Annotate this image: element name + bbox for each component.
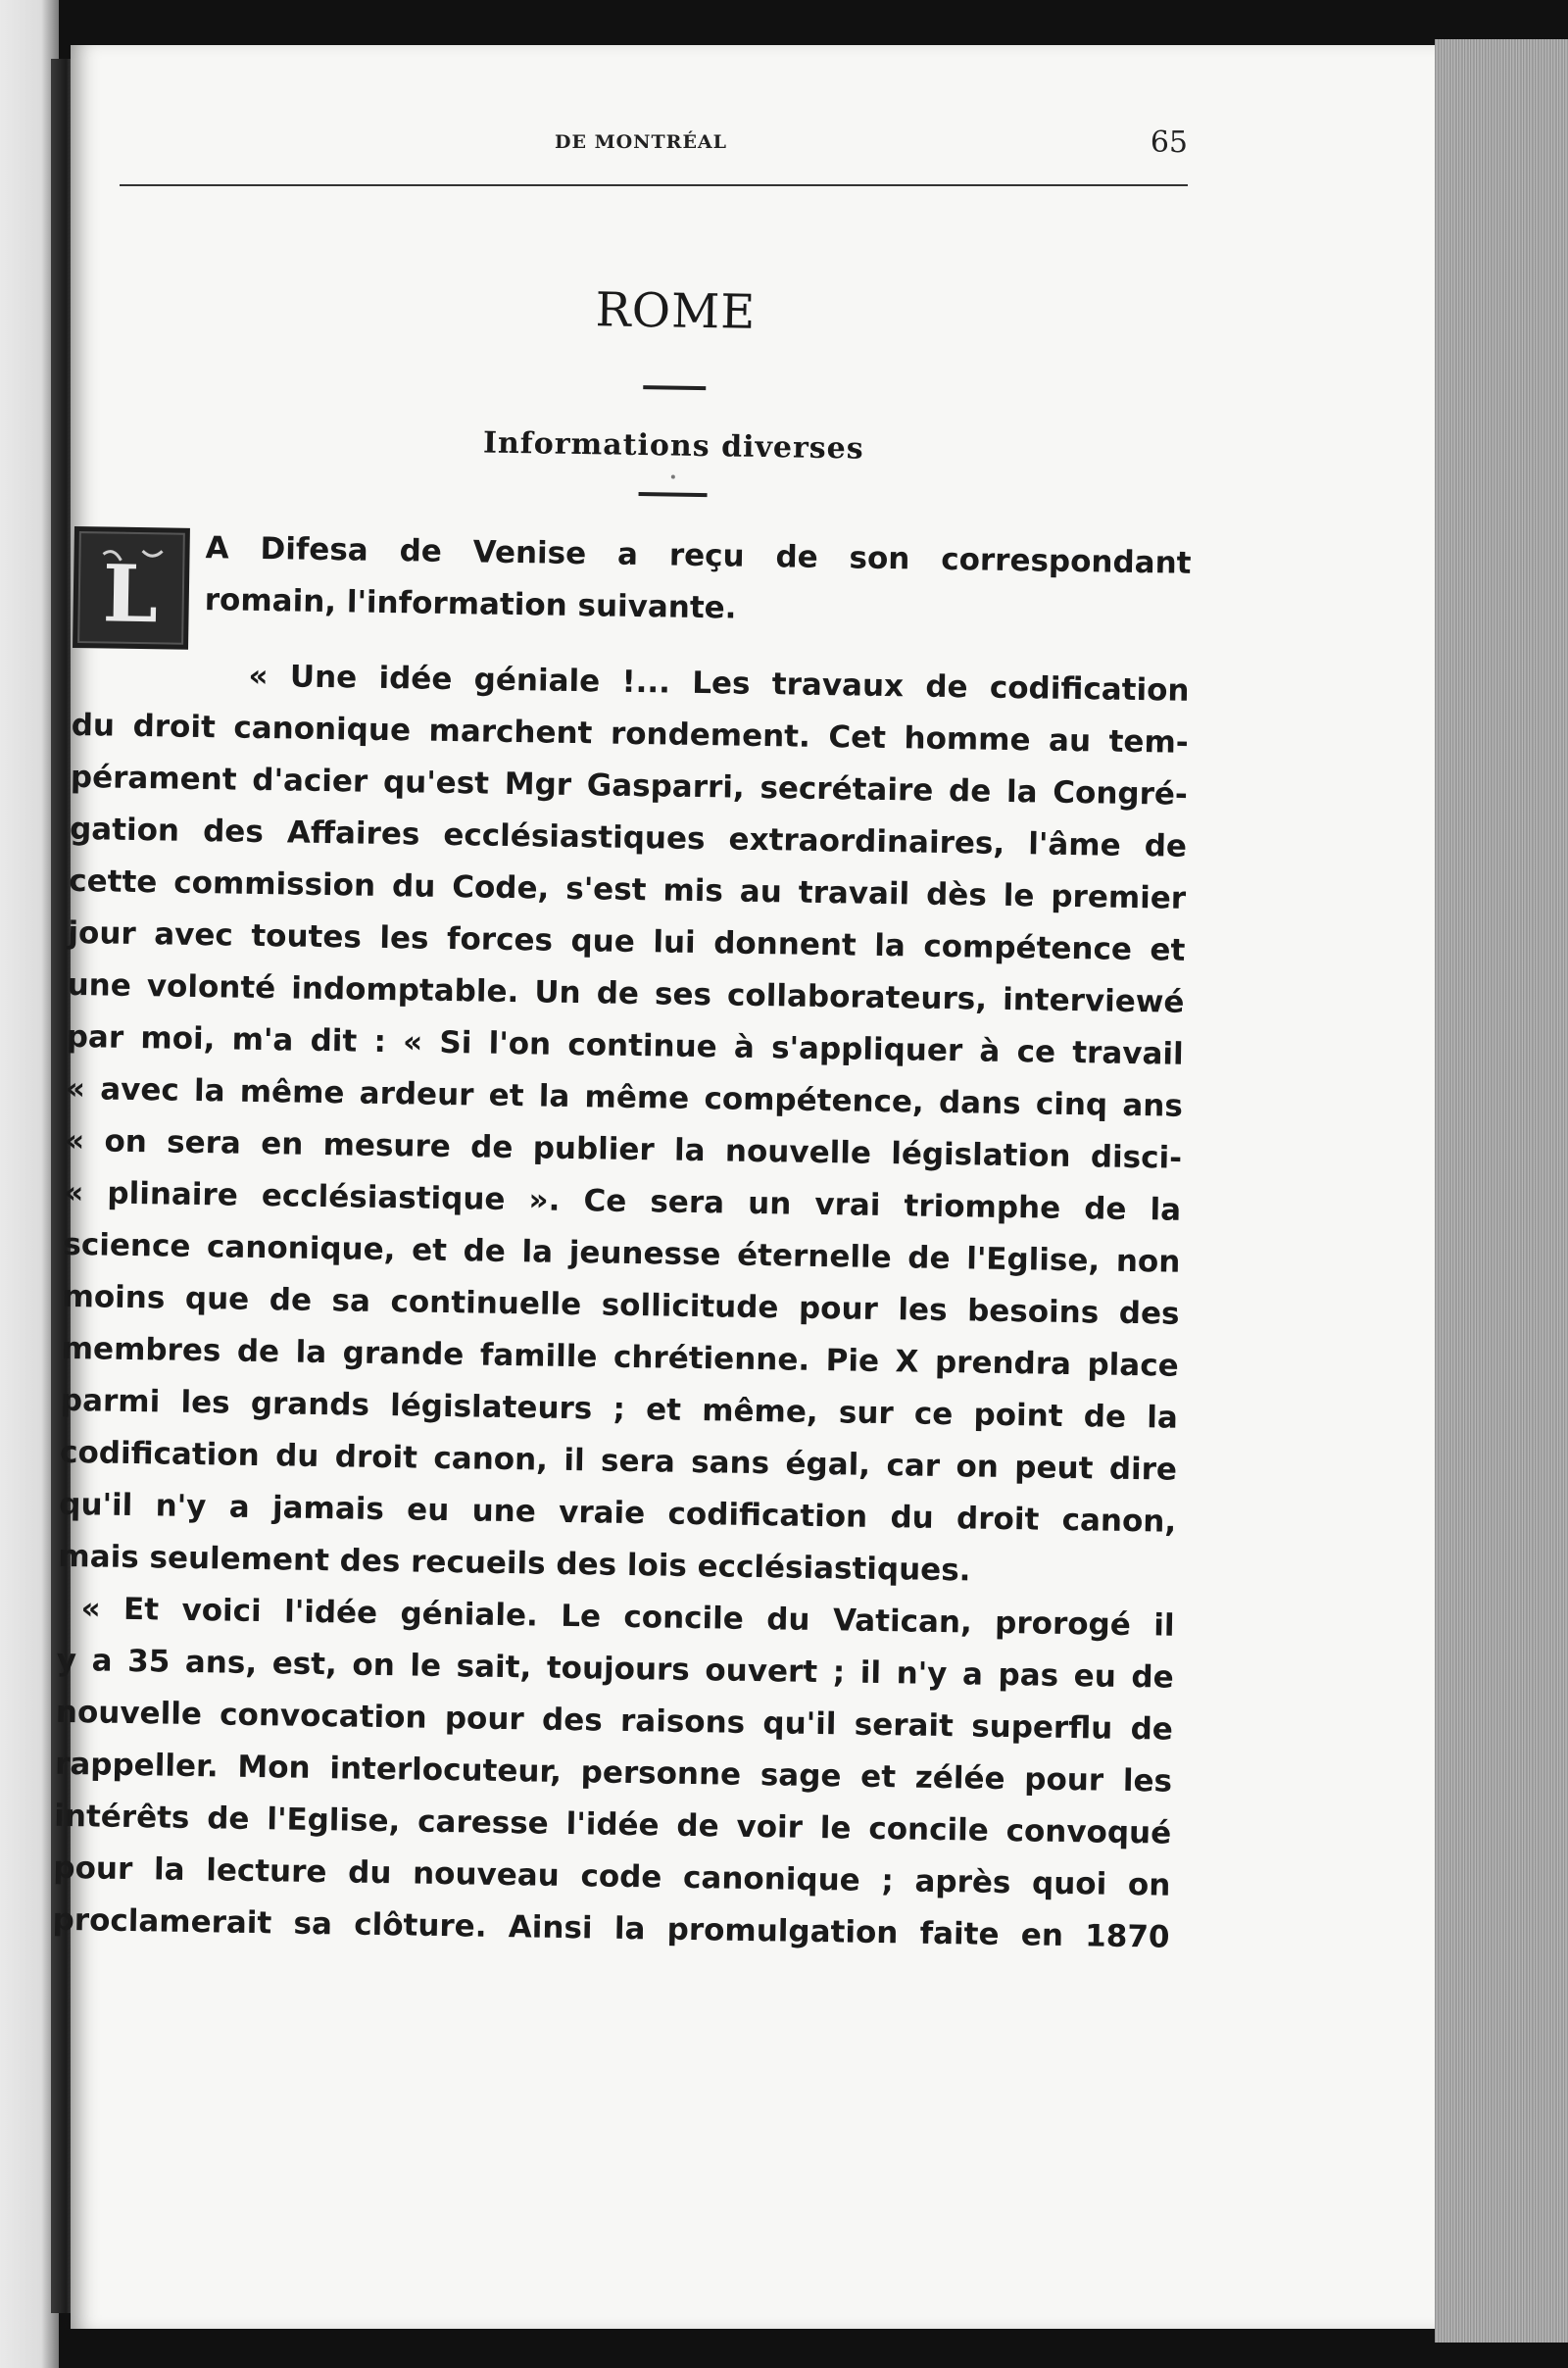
text-line: A Difesa de Venise a reçu de son correspondant [205,530,1192,581]
text-line: nouvelle convocation pour des raisons qu'il serait superflu de [55,1694,1174,1748]
page-header [120,125,1188,161]
text-line: rappeller. Mon interlocuteur, personne sage et zélée pour les [54,1746,1173,1800]
running-head: DE MONTRÉAL [555,131,728,153]
header-rule [120,184,1188,186]
article [52,274,1196,1964]
text-line: du droit canonique marchent rondement. Cet homme au tem- [71,707,1189,761]
page-stack-edges [1435,39,1568,2343]
paragraph-2 [58,648,1190,1601]
title-rule [643,385,706,390]
section-subtitle: Informations diverses [482,425,864,467]
text-line: jour avec toutes les forces que lui donnent la compétence et [68,914,1186,968]
text-line: proclamerait sa clôture. Ainsi la promulgation faite en 1870 [52,1901,1170,1955]
text-line: par moi, m'a dit : « Si l'on continue à s'appliquer à ce travail [66,1018,1184,1072]
text-line: romain, l'information suivante. [204,582,737,626]
text-line: pour la lecture du nouveau code canonique ; après quoi on [53,1850,1171,1903]
text-line: codification du droit canon, il sera sans égal, car on peut dire [59,1434,1178,1488]
dropcap-ornament [73,526,190,650]
text-line: « Et voici l'idée géniale. Le concile du Vatican, prorogé il [80,1591,1175,1644]
ornament-dot [671,475,675,479]
text-line: pérament d'acier qu'est Mgr Gasparri, secrétaire de la Congré- [70,759,1189,813]
text-line: « plinaire ecclésiastique ». Ce sera un vrai triomphe de la [63,1174,1182,1228]
text-line: « on sera en mesure de publier la nouvelle législation disci- [64,1122,1183,1176]
section-title: ROME [595,282,757,340]
paragraph-3 [52,1583,1175,1964]
text-line: parmi les grands législateurs ; et même, sur ce point de la [60,1382,1179,1436]
dropcap-text: L [102,547,159,641]
text-line: intérêts de l'Eglise, caresse l'idée de voir le concile convoqué [54,1798,1172,1851]
text-line: membres de la grande famille chrétienne. Pie X prendra place [61,1330,1179,1384]
text-line: y a 35 ans, est, on le sait, toujours ouvert ; il n'y a pas eu de [56,1642,1174,1696]
text-line: une volonté indomptable. Un de ses collaborateurs, interviewé [67,966,1185,1020]
subtitle-rule [639,492,708,497]
page-number: 65 [1150,125,1188,160]
article-body [52,520,1192,1964]
text-line: « Une idée géniale !... Les travaux de codification [248,658,1190,709]
text-line: qu'il n'y a jamais eu une vraie codification du droit canon, [59,1486,1177,1540]
text-line: cette commission du Code, s'est mis au travail dès le premier [68,863,1187,916]
text-line: moins que de sa continuelle sollicitude pour les besoins des [62,1278,1180,1332]
dropcap-letter-icon [73,526,190,650]
text-line: mais seulement des recueils des lois ecclésiastiques. [58,1538,971,1589]
facing-page-edge [0,0,59,2368]
text-line: gation des Affaires ecclésiastiques extraordinaires, l'âme de [69,811,1188,864]
text-line: science canonique, et de la jeunesse éternelle de l'Eglise, non [63,1226,1181,1280]
text-line: « avec la même ardeur et la même compétence, dans cinq ans [65,1070,1184,1124]
paragraph-1 [73,520,1192,666]
